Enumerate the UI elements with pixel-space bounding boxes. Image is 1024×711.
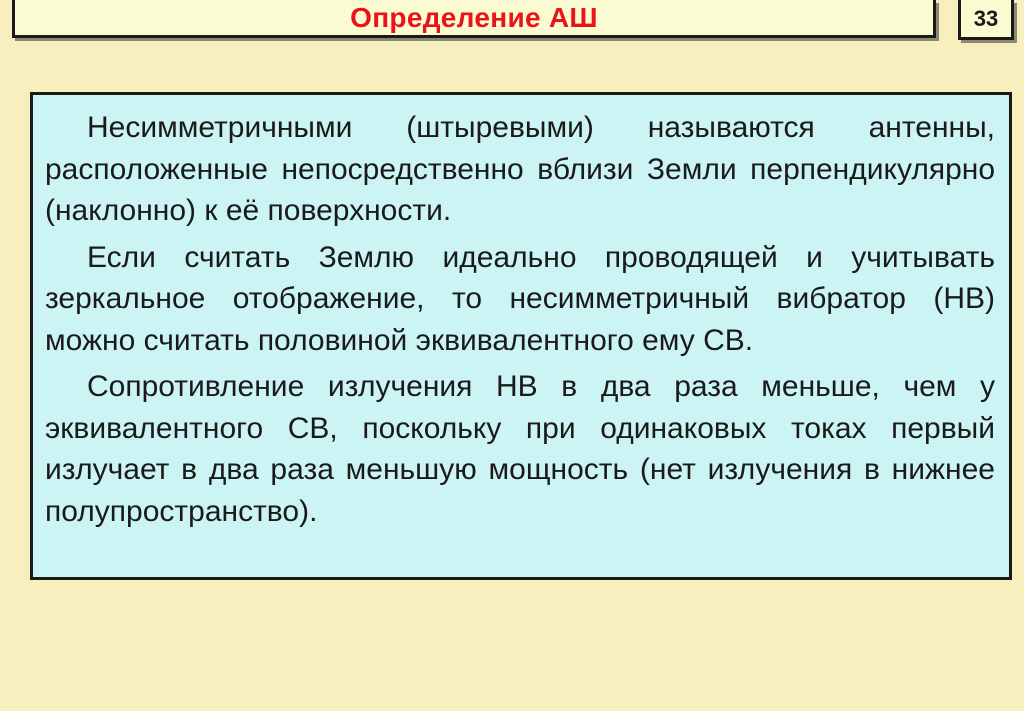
paragraph-radiation-resistance: Сопротивление излучения НВ в два раза меньше, чем у эквивалентного СВ, поскольку при одинаковых токах первый излучает в два раза меньшую мощность (нет излучения в нижнее полупространство).	[45, 370, 995, 528]
page-number: 33	[973, 5, 999, 31]
paragraph-mirror-image: Если считать Землю идеально проводящей и учитывать зеркальное отображение, то несимметричный вибратор (НВ) можно считать половиной эквивалентного ему СВ.	[45, 240, 995, 357]
page-number-badge	[958, 0, 1014, 40]
paragraph-definition: Несимметричными (штыревыми) называются антенны, расположенные непосредственно вблизи Земли перпендикулярно (наклонно) к её поверхности.	[45, 111, 995, 227]
title-bar	[12, 0, 936, 38]
slide-title: Определение АШ	[350, 1, 598, 33]
definition-text-box	[30, 92, 1012, 580]
